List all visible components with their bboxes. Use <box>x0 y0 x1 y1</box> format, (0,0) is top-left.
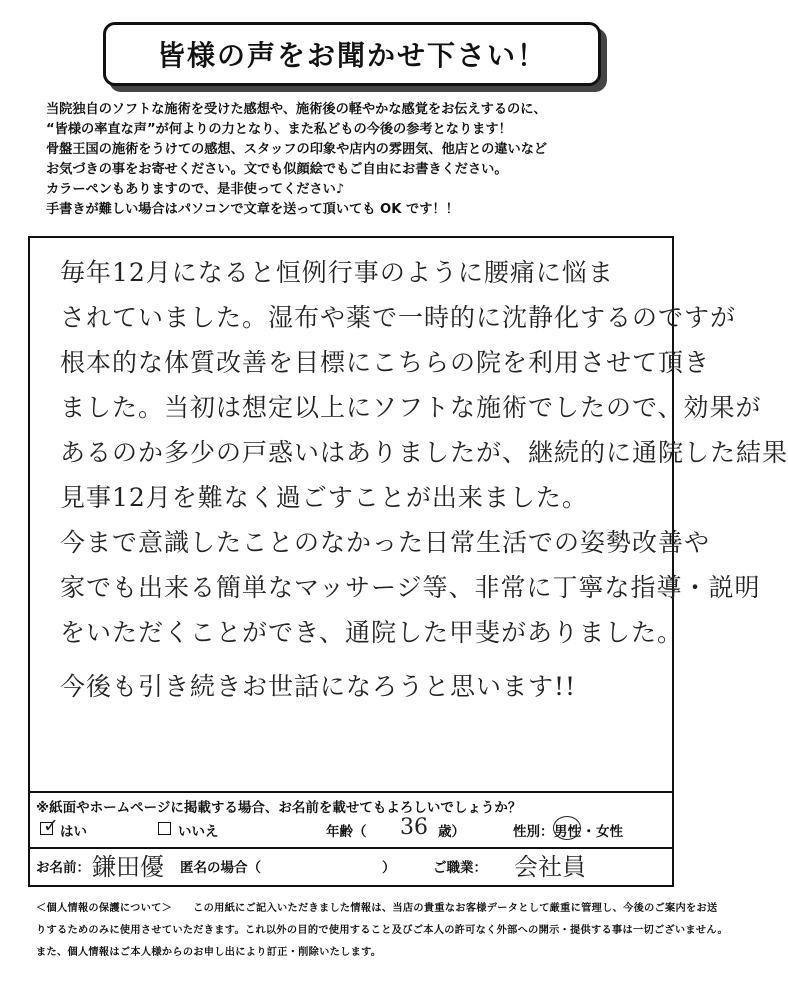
comment-line-2: されていました。湿布や薬で一時的に沈静化するのですが <box>60 303 737 332</box>
yes-label: はい <box>60 824 87 840</box>
privacy-line-1: ＜個人情報の保護について＞ この用紙にご記入いただきました情報は、当店の貴重なお客様データとして厳重に管理し、今後のご案内をお送 <box>36 903 718 914</box>
name-label: お名前： <box>36 860 90 876</box>
intro-line-5b: ので、是非使ってください♪ <box>177 182 345 197</box>
handwritten-comment <box>60 250 788 709</box>
intro-line-6: 手書きが難しい場合はパソコンで文章を送って頂いても OK です！！ <box>46 202 459 217</box>
comment-line-3: 根本的な体質改善を目標にこちらの院を利用させて頂き <box>60 348 711 377</box>
no-label: いいえ <box>178 824 219 840</box>
gender-separator: ・ <box>582 824 596 840</box>
comment-line-7: 今まで意識したことのなかった日常生活での姿勢改善や <box>60 528 711 557</box>
consent-section <box>28 791 674 849</box>
gender-male[interactable]: 男性 <box>554 824 581 840</box>
gender-label: 性別： <box>513 824 554 840</box>
intro-line-3b: 施術をうけての感想、スタッフの印象や店内の雰囲気、他店との違い <box>111 142 521 157</box>
intro-line-2: “皆様の率直な声”が何よりの力となり、また私どもの今後の参考となります！ <box>46 122 512 137</box>
intro-line-3a: 骨盤王国の <box>46 142 112 157</box>
privacy-notice <box>36 898 728 964</box>
name-value[interactable]: 鎌田優 <box>92 853 164 881</box>
check-mark-icon: ✓ <box>43 815 59 837</box>
page-title: 皆様の声をお聞かせ下さい！ <box>103 22 601 86</box>
consent-question: ※紙面やホームページに掲載する場合、お名前を載せてもよろしいでしょうか？ <box>36 800 522 816</box>
age-value[interactable]: 36 <box>400 815 428 840</box>
intro-line-4 <box>46 160 666 180</box>
comment-line-10: 今後も引き続きお世話になろうと思います!! <box>60 672 577 701</box>
gender-female[interactable]: 女性 <box>596 824 623 840</box>
anonymous-label[interactable]: 匿名の場合（ <box>180 860 261 876</box>
comment-line-4: ました。当初は想定以上にソフトな施術でしたので、効果が <box>60 393 762 422</box>
intro-line-4b: 文でも似顔絵でもご自由にお書きください。 <box>243 162 508 177</box>
intro-line-5 <box>46 180 666 200</box>
intro-text <box>46 100 666 220</box>
privacy-line-3: また、個人情報はご本人様からのお申し出により訂正・削除いたします。 <box>36 947 382 958</box>
job-value[interactable]: 会社員 <box>514 853 586 881</box>
intro-line-5a: カラーペンもあります <box>46 182 178 197</box>
age-label: 年齢（ <box>326 824 367 840</box>
comment-line-5: あるのか多少の戸惑いはありましたが、継続的に通院した結果 <box>60 438 788 467</box>
intro-line-1: 当院独自のソフトな施術を受けた感想や、施術後の軽やかな感覚をお伝えするのに、 <box>46 102 547 117</box>
gender-selection-circle <box>553 816 581 840</box>
job-label: ご職業： <box>433 860 487 876</box>
privacy-line-2: りするためのみに使用させていただきます。これ以外の目的で使用すること及びご本人の許可なく外部への開示・提供する事は一切ございません。 <box>36 925 728 936</box>
consent-row <box>30 815 672 843</box>
name-section <box>28 845 674 887</box>
intro-line-3 <box>46 140 666 160</box>
comment-line-9: をいただくことができ、通院した甲斐がありました。 <box>60 618 684 647</box>
comment-line-6: 見事12月を難なく過ごすことが出来ました。 <box>60 483 588 512</box>
comment-area <box>28 236 788 793</box>
anonymous-close: ） <box>382 860 396 876</box>
comment-line-8: 家でも出来る簡単なマッサージ等、非常に丁寧な指導・説明 <box>60 573 761 602</box>
intro-line-4a: お気づきの事をお寄せください。 <box>46 162 244 177</box>
intro-line-3c: など <box>520 142 548 157</box>
yes-checkbox[interactable] <box>40 815 59 837</box>
no-checkbox[interactable] <box>158 822 171 835</box>
age-suffix: 歳） <box>438 824 465 840</box>
comment-line-1: 毎年12月になると恒例行事のように腰痛に悩ま <box>60 258 614 287</box>
